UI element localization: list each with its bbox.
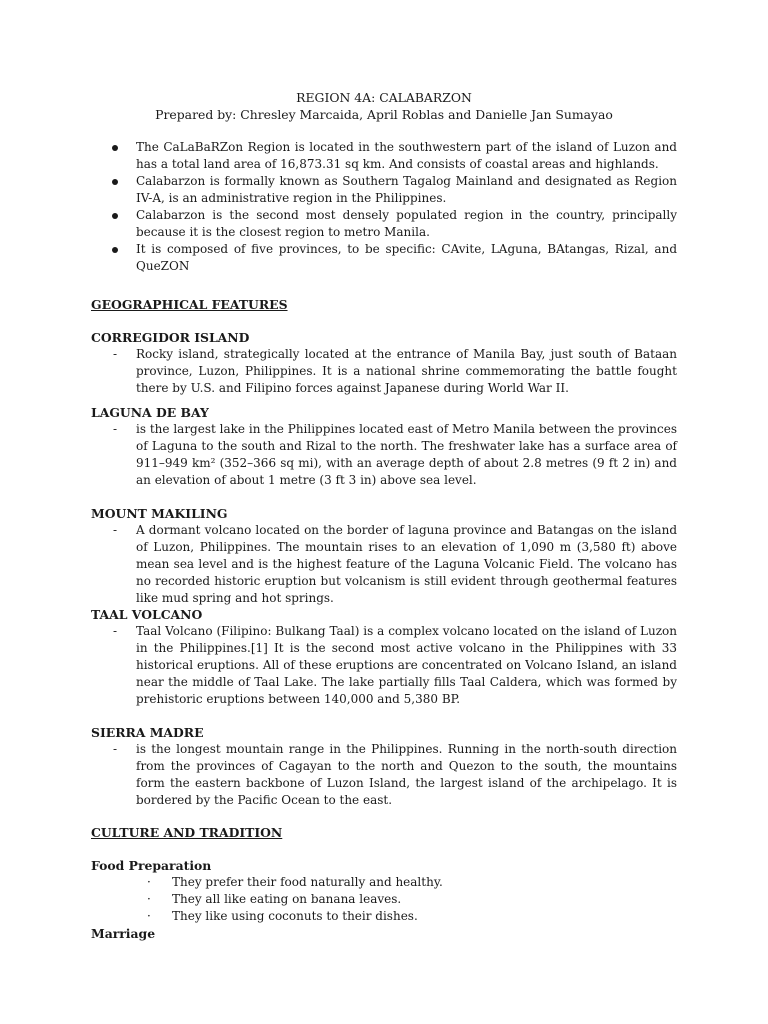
bullet-icon (112, 213, 118, 219)
bullet-icon (112, 247, 118, 253)
middot-marker: · (147, 875, 151, 889)
list-item-text: They like using coconuts to their dishes. (172, 909, 418, 923)
intro-bullet-item (0, 139, 677, 173)
list-item-text: They all like eating on banana leaves. (172, 892, 402, 906)
prepared-by-line: Prepared by: Chresley Marcaida, April Roblas and Danielle Jan Sumayao (155, 107, 613, 122)
feature-heading-corregidor: CORREGIDOR ISLAND (91, 330, 250, 345)
food-preparation-heading: Food Preparation (91, 858, 212, 873)
intro-bullet-text: Calabarzon is formally known as Southern Tagalog Mainland and designated as Region IV-A, is an administrative region in the Philippines. (136, 174, 677, 205)
marriage-heading: Marriage (91, 926, 156, 941)
list-item-text: They prefer their food naturally and healthy. (172, 875, 443, 889)
feature-paragraph-sierra-madre (91, 741, 677, 809)
bullet-icon (112, 145, 118, 151)
feature-text: is the longest mountain range in the Philippines. Running in the north-south direction from the provinces of Cagayan to the north and Quezon to the south, the mountains form the eastern backbone of Luzon Island, the largest island of the archipelago. It is bordered by the Pacific Ocean to the east. (136, 742, 677, 807)
geographical-features-heading: GEOGRAPHICAL FEATURES (91, 297, 288, 312)
intro-bullet-text: Calabarzon is the second most densely populated region in the country, principally because it is the closest region to metro Manila. (136, 208, 677, 239)
culture-and-tradition-heading: CULTURE AND TRADITION (91, 825, 283, 840)
bullet-icon (112, 179, 118, 185)
dash-marker: - (113, 422, 118, 436)
dash-marker: - (113, 624, 118, 638)
intro-bullet-list (0, 139, 768, 275)
feature-paragraph-corregidor (91, 346, 677, 397)
intro-bullet-item (0, 241, 677, 275)
document-title: REGION 4A: CALABARZON (296, 90, 472, 105)
list-item (91, 891, 677, 908)
feature-heading-taal-volcano: TAAL VOLCANO (91, 607, 203, 622)
food-preparation-list (91, 874, 677, 925)
dash-marker: - (113, 742, 118, 756)
feature-text: Rocky island, strategically located at the entrance of Manila Bay, just south of Bataan province, Luzon, Philippines. It is a national shrine commemorating the battle fought there by U.S. and Filipino forces against Japanese during World War II. (136, 347, 677, 395)
dash-marker: - (113, 523, 118, 537)
dash-marker: - (113, 347, 118, 361)
feature-heading-mount-makiling: MOUNT MAKILING (91, 506, 228, 521)
intro-bullet-item (0, 207, 677, 241)
feature-heading-laguna-de-bay: LAGUNA DE BAY (91, 405, 209, 420)
feature-paragraph-mount-makiling (91, 522, 677, 607)
intro-bullet-item (0, 173, 677, 207)
middot-marker: · (147, 892, 151, 906)
feature-paragraph-taal-volcano (91, 623, 677, 708)
feature-paragraph-laguna-de-bay (91, 421, 677, 489)
list-item (91, 908, 677, 925)
feature-text: Taal Volcano (Filipino: Bulkang Taal) is a complex volcano located on the island of Luzon in the Philippines.[1] It is the second most active volcano in the Philippines with 33 historical eruptions. All of these eruptions are concentrated on Volcano Island, an island near the middle of Taal Lake. The lake partially fills Taal Caldera, which was formed by prehistoric eruptions between 140,000 and 5,380 BP. (136, 624, 677, 706)
feature-text: is the largest lake in the Philippines located east of Metro Manila between the provinces of Laguna to the south and Rizal to the north. The freshwater lake has a surface area of 911–949 km² (352–366 sq mi), with an average depth of about 2.8 metres (9 ft 2 in) and an elevation of about 1 metre (3 ft 3 in) above sea level. (136, 422, 677, 487)
intro-bullet-text: It is composed of five provinces, to be specific: CAvite, LAguna, BAtangas, Rizal, and QueZON (136, 242, 677, 273)
middot-marker: · (147, 909, 151, 923)
feature-text: A dormant volcano located on the border of laguna province and Batangas on the island of Luzon, Philippines. The mountain rises to an elevation of 1,090 m (3,580 ft) above mean sea level and is the highest feature of the Laguna Volcanic Field. The volcano has no recorded historic eruption but volcanism is still evident through geothermal features like mud spring and hot springs. (136, 523, 677, 605)
list-item (91, 874, 677, 891)
intro-bullet-text: The CaLaBaRZon Region is located in the southwestern part of the island of Luzon and has a total land area of 16,873.31 sq km. And consists of coastal areas and highlands. (136, 140, 677, 171)
feature-heading-sierra-madre: SIERRA MADRE (91, 725, 204, 740)
